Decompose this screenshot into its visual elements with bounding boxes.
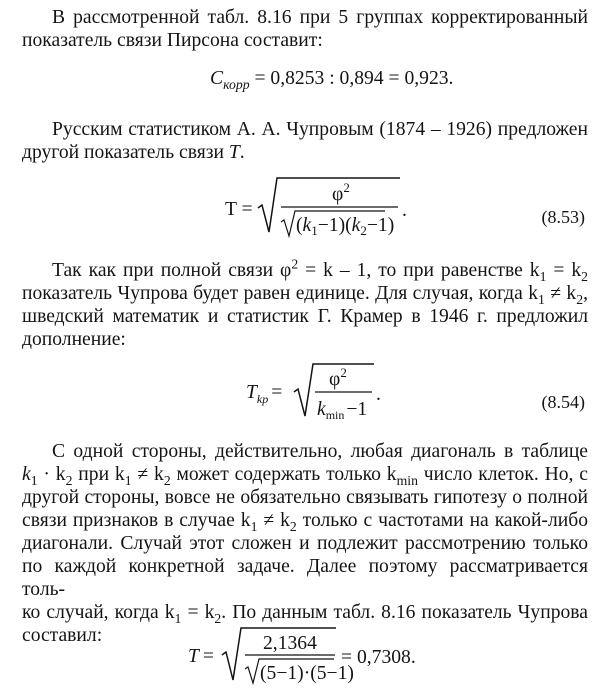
equation-number-8-53: (8.53) — [541, 207, 585, 227]
formula-pearson-corrected — [210, 68, 453, 90]
denominator: (5−1)·(5−1) — [260, 663, 354, 684]
text-line: связи признаков в случае $k_1 \ne k_2$ только с частотами на какой-либо — [22, 510, 588, 534]
text-line: $k_1 \cdot k_2$ при $k_1 \ne k_2$ может содержать только $k_{min}$ число клеток. Но, с — [22, 464, 588, 488]
formula-final-chuprov — [188, 622, 448, 688]
paragraph-chuprov-intro — [22, 118, 588, 164]
formula-rhs: = 0,8253 : 0,894 = 0,923. — [254, 68, 454, 89]
text-line: ко случай, когда $k_1 = k_2$. По данным табл. 8.16 показатель Чупрова — [22, 602, 588, 626]
text-line: по каждой конкретной задаче. Далее поэтому рассматривается толь- — [22, 556, 588, 600]
paragraph-cramer — [22, 256, 588, 351]
numerator-phi: $\varphi^2$ — [332, 180, 350, 205]
text-line: В рассмотренной табл. 8.16 при 5 группах корректированный — [52, 7, 588, 28]
text-line: показатель связи Пирсона составит: — [22, 30, 323, 51]
text-line: Так как при полной связи $\varphi^2 = k - 1$, то при равенстве $k_1 = k_2$ — [52, 256, 588, 284]
formula-period: . — [402, 200, 407, 221]
equation-number-8-54: (8.54) — [541, 392, 585, 412]
text-line: показатель Чупрова будет равен единице. Для случая, когда $k_1 \ne k_2$, — [22, 283, 588, 307]
text-line: другой показатель связи T. — [22, 142, 245, 163]
text-line: составил: — [22, 625, 103, 646]
formula-lhs: $T_{kp}$ = — [246, 382, 283, 406]
formula-subscript: корр — [223, 76, 250, 92]
paragraph-discussion — [22, 440, 588, 647]
text-line: С одной стороны, действительно, любая диагональ в таблице — [52, 441, 588, 462]
formula-period: . — [376, 384, 381, 405]
text-line: другой стороны, вовсе не обязательно связывать гипотезу о полной — [22, 487, 588, 508]
formula-lhs: T = — [225, 199, 253, 220]
text-line: шведский математик и статистик Г. Крамер в 1946 г. предложил — [22, 306, 588, 327]
paragraph-pearson-intro — [22, 6, 588, 52]
formula-result: = 0,7308. — [341, 647, 416, 668]
formula-8-54 — [246, 356, 386, 426]
formula-8-53 — [225, 172, 425, 242]
numerator-value: 2,1364 — [263, 633, 317, 654]
denominator: $k_{min} -1$ — [317, 399, 368, 422]
numerator-phi: $\varphi^2$ — [329, 365, 347, 390]
formula-lhs: T = — [188, 646, 214, 667]
denominator: $(k_1-1)(k_2-1)$ — [296, 215, 395, 238]
formula-variable: C — [210, 68, 224, 89]
text-line: Русским статистиком А. А. Чупровым (1874 – 1926) предложен — [52, 119, 588, 140]
text-line: дополнение: — [22, 329, 126, 350]
text-line: диагонали. Случай этот сложен и подлежит рассмотрению только — [22, 533, 588, 554]
